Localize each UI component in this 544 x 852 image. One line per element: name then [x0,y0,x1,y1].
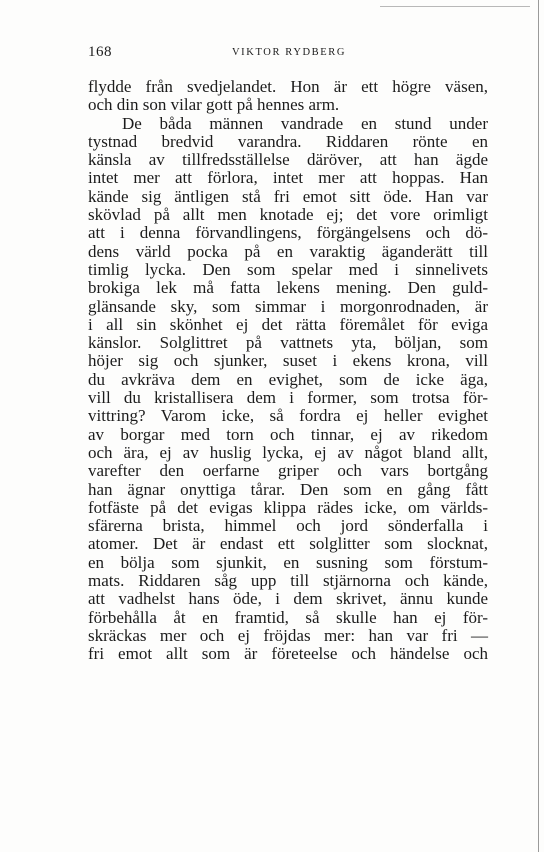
scan-edge-line [538,0,539,852]
text-line: vill du kristallisera dem i former, som trotsa för- [88,388,488,408]
text-line: kände sig äntligen stå fri emot sitt öde. Han var [88,186,488,206]
text-line: känslor. Solglittret på vattnets yta, böljan, som [88,333,488,353]
text-line: och din son vilar gott på hennes arm. [88,95,340,115]
text-line: i all sin skönhet ej det rätta föremålet för eviga [88,314,488,334]
text-line: känsla av tillfredsställelse däröver, att han ägde [88,150,488,170]
text-line: dens värld pocka på en varaktig äganderätt till [88,241,488,261]
text-line: sfärerna brista, himmel och jord sönderfalla i [88,516,488,536]
text-line: varefter den oerfarne griper och vars bortgång [88,461,488,481]
text-line: glänsande sky, som simmar i morgonrodnaden, är [88,296,488,316]
text-line: och ära, ej av huslig lycka, ej av något bland allt, [88,442,488,462]
body-text [88,78,488,664]
text-line: fri emot allt som är företeelse och händelse och [88,644,488,664]
text-line: brokiga lek må fatta lekens mening. Den guld- [88,278,488,298]
page-number: 168 [88,44,112,60]
text-line: atomer. Det är endast ett solglitter som slocknat, [88,534,488,554]
text-line: en bölja som sjunkit, en susning som förstum- [88,552,488,572]
text-line: förbehålla åt en framtid, så skulle han ej för- [88,607,488,627]
scan-edge-line [380,6,530,7]
text-line: att i denna förvandlingens, förgängelsens och dö- [88,223,488,243]
text-line: av borgar med torn och tinnar, ej av rikedom [88,424,488,444]
text-line: mats. Riddaren såg upp till stjärnorna och kände, [88,571,488,591]
text-line: intet mer att förlora, intet mer att hoppas. Han [88,168,488,188]
text-line: fotfäste på det evigas klippa rädes icke, om världs- [88,497,488,517]
text-line: tystnad bredvid varandra. Riddaren rönte en [88,131,488,151]
text-line: skövlad på allt men knotade ej; det vore orimligt [88,205,488,225]
text-line: timlig lycka. Den som spelar med i sinnelivets [88,259,488,279]
page-header [88,44,488,64]
text-line: höjer sig och sjunker, suset i ekens krona, vill [88,351,488,371]
text-line: han ägnar onyttiga tårar. Den som en gång fått [88,479,488,499]
text-line: flydde från svedjelandet. Hon är ett högre väsen, [88,77,488,96]
text-line: vittring? Varom icke, så fordra ej heller evighet [88,406,488,426]
text-line: du avkräva dem en evighet, som de icke äga, [88,369,488,389]
running-head: VIKTOR RYDBERG [232,47,347,58]
text-line: De båda männen vandrade en stund under [122,113,488,133]
text-line: att vadhelst hans öde, i dem skrivet, ännu kunde [88,589,488,609]
text-line: skräckas mer och ej fröjdas mer: han var fri — [88,625,488,645]
